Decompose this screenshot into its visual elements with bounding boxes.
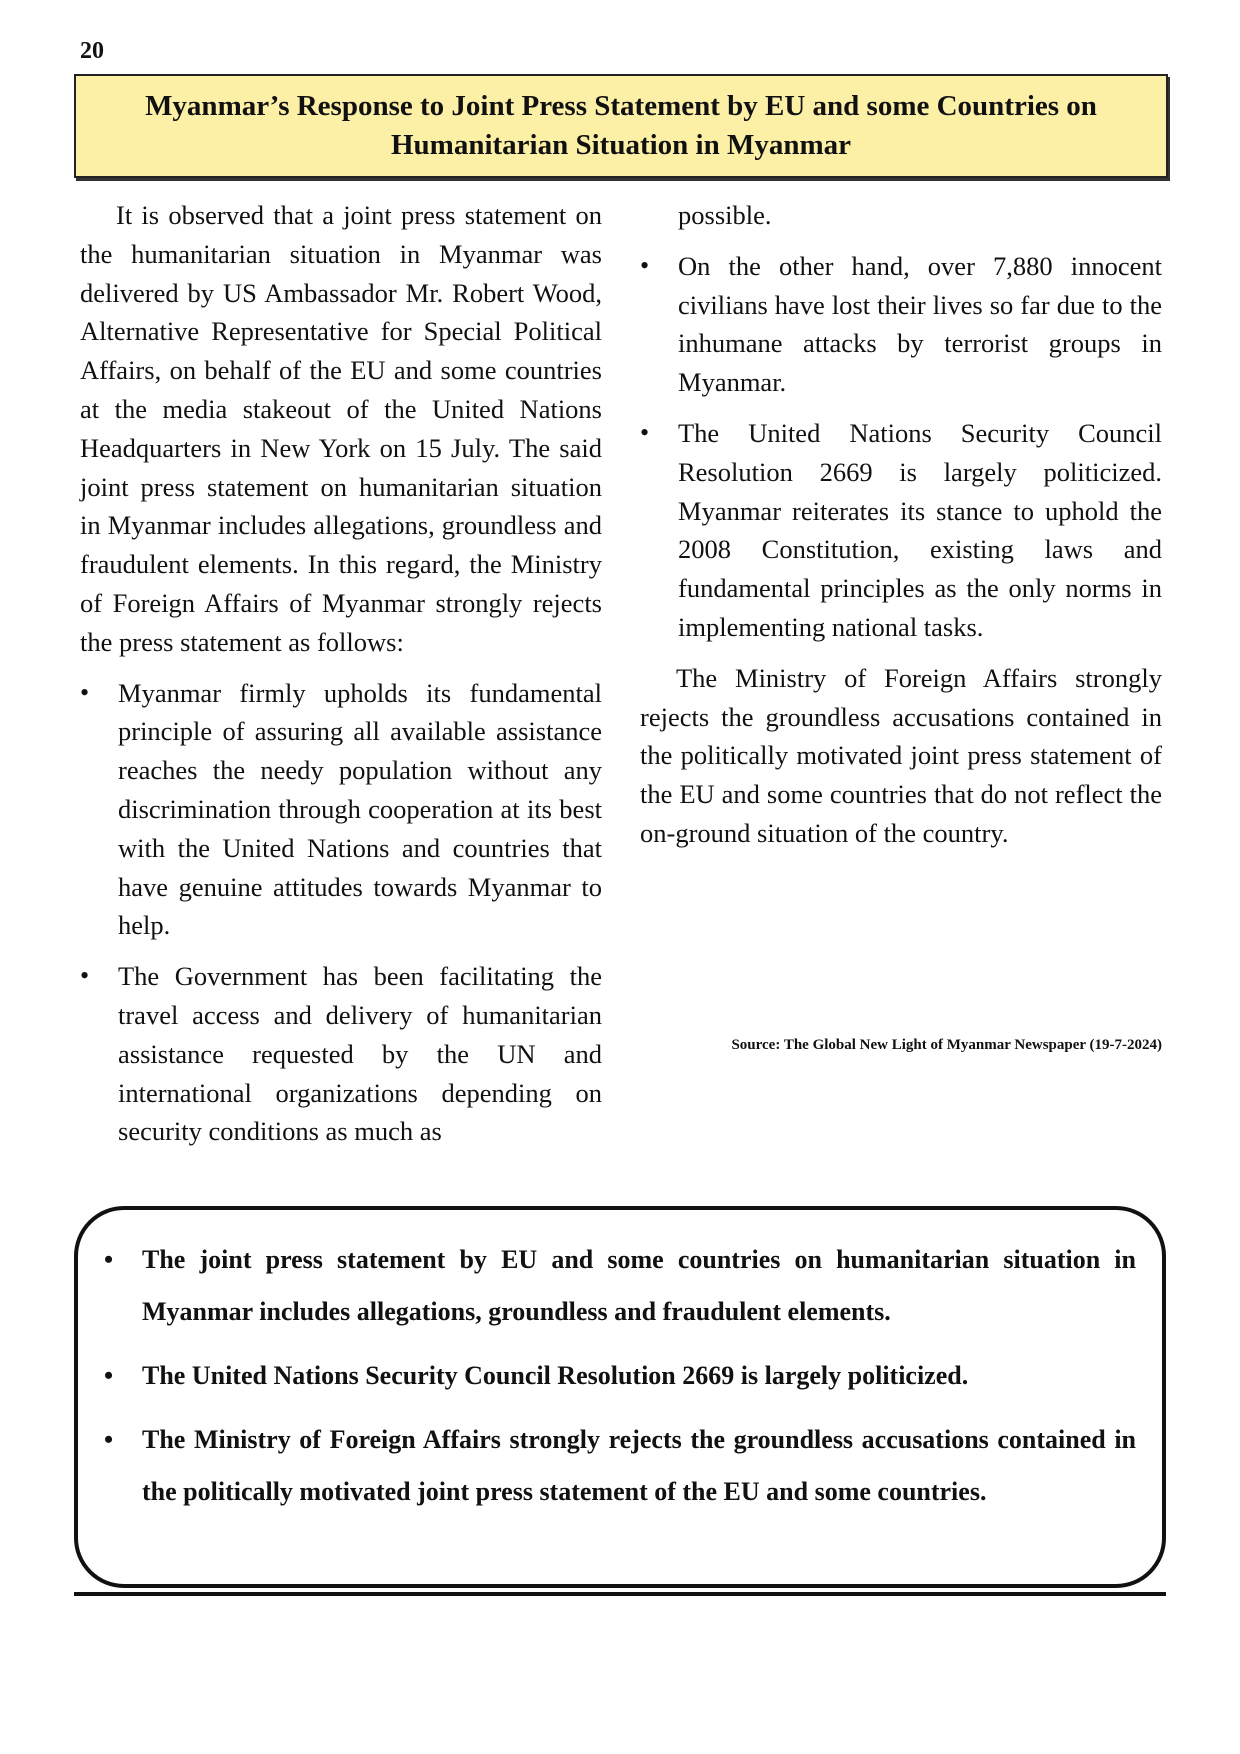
bullet-icon: • <box>104 1245 114 1274</box>
bullet-text: The Government has been facilitating the travel access and delivery of humanitarian assistance requested by the UN and international organizations depending on security conditions as much as <box>118 961 602 1147</box>
summary-item <box>104 1350 1136 1402</box>
bullet-text: The United Nations Security Council Resolution 2669 is largely politicized. Myanmar reiterates its stance to uphold the 2008 Constitution, existing laws and fundamental principles as the only norms in implementing national tasks. <box>678 417 1162 642</box>
left-column <box>80 196 602 1163</box>
bullet-icon: • <box>640 417 650 447</box>
bullet-icon: • <box>104 1361 114 1390</box>
intro-paragraph: It is observed that a joint press statement on the humanitarian situation in Myanmar was delivered by US Ambassador Mr. Robert Wood, Alternative Representative for Special Political Affairs, on behalf of the EU and some countries at the media stakeout of the United Nations Headquarters in New York on 15 July. The said joint press statement on humanitarian situation in Myanmar includes allegations, groundless and fraudulent elements. In this regard, the Ministry of Foreign Affairs of Myanmar strongly rejects the press statement as follows: <box>80 200 602 657</box>
list-item <box>80 674 602 946</box>
bullet-continuation: possible. <box>678 200 772 230</box>
bullet-icon: • <box>640 250 650 280</box>
page-title-box <box>74 74 1168 178</box>
summary-text: The joint press statement by EU and some countries on humanitarian situation in Myanmar includes allegations, groundless and fraudulent elements. <box>142 1245 1136 1326</box>
list-item <box>80 957 602 1151</box>
list-item <box>640 414 1162 647</box>
page-title-line-2: Humanitarian Situation in Myanmar <box>390 129 852 161</box>
bullet-text: Myanmar firmly upholds its fundamental principle of assuring all available assistance reaches the needy population without any discrimination through cooperation at its best with the United Nations and countries that have genuine attitudes towards Myanmar to help. <box>118 677 602 941</box>
summary-box <box>74 1206 1166 1588</box>
page-number: 20 <box>80 38 104 64</box>
bullet-icon: • <box>80 961 90 991</box>
summary-text: The United Nations Security Council Resolution 2669 is largely politicized. <box>142 1361 969 1390</box>
list-item <box>640 247 1162 402</box>
bottom-divider <box>74 1592 1166 1596</box>
summary-item <box>104 1414 1136 1518</box>
bullet-icon: • <box>80 677 90 707</box>
summary-item <box>104 1234 1136 1338</box>
page-title-line-1: Myanmar’s Response to Joint Press Statement by EU and some Countries on <box>145 90 1097 122</box>
bullet-text: On the other hand, over 7,880 innocent civilians have lost their lives so far due to the inhumane attacks by terrorist groups in Myanmar. <box>678 250 1162 398</box>
bullet-icon: • <box>104 1425 114 1454</box>
summary-text: The Ministry of Foreign Affairs strongly rejects the groundless accusations contained in the politically motivated joint press statement of the EU and some countries. <box>142 1425 1136 1506</box>
closing-paragraph: The Ministry of Foreign Affairs strongly rejects the groundless accusations contained in the politically motivated joint press statement of the EU and some countries that do not reflect the on-ground situation of the country. <box>640 662 1162 848</box>
source-credit: Source: The Global New Light of Myanmar Newspaper (19-7-2024) <box>731 1037 1162 1053</box>
right-column <box>640 196 1162 865</box>
